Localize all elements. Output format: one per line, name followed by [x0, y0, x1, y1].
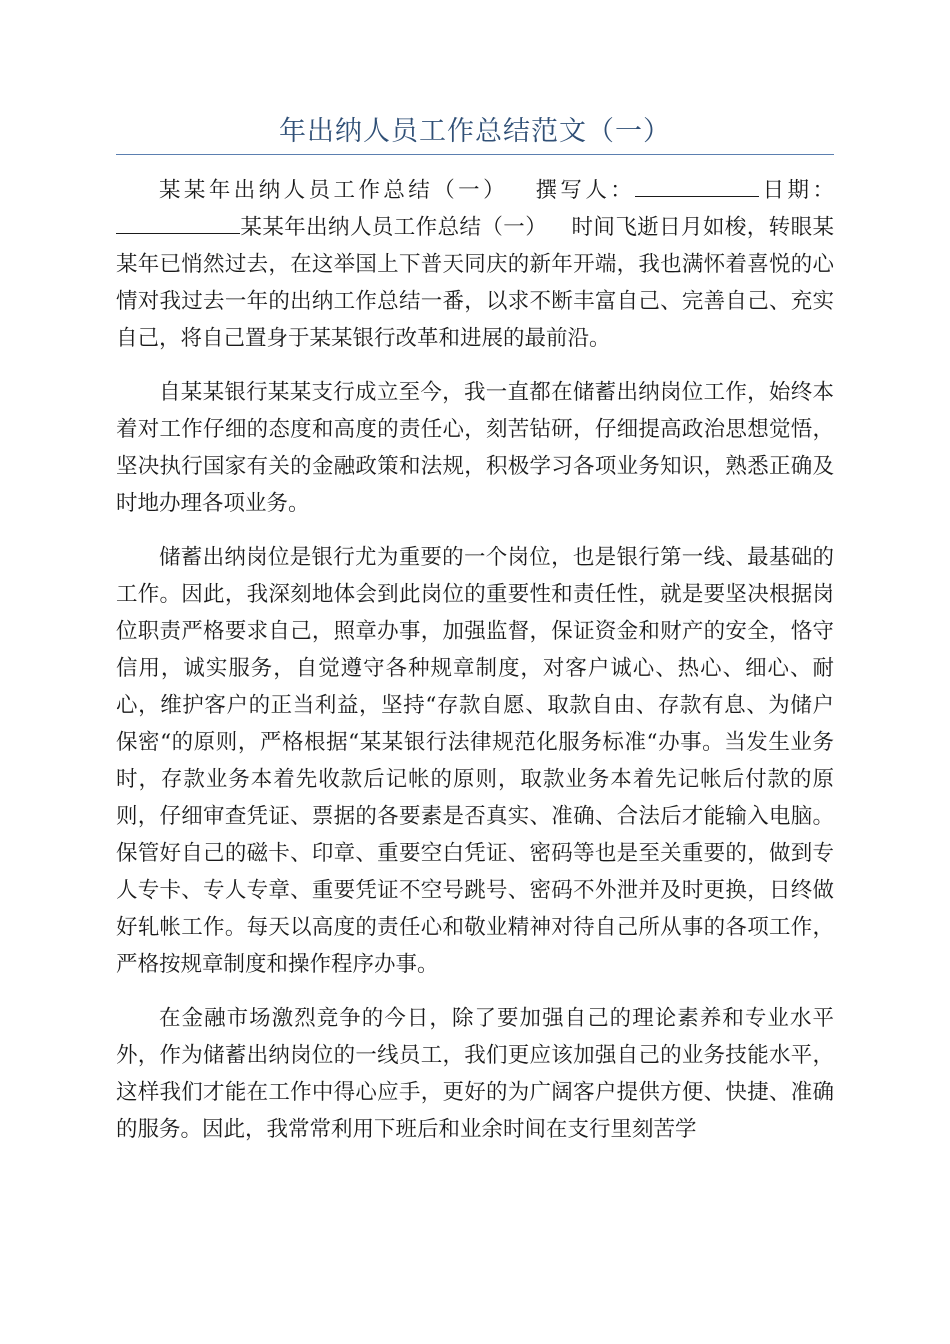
document-title: 年出纳人员工作总结范文（一）	[279, 116, 671, 147]
body-paragraph-2: 储蓄出纳岗位是银行尤为重要的一个岗位，也是银行第一线、最基础的工作。因此，我深刻地体会到此岗位的重要性和责任性，就是要坚决根据岗位职责严格要求自己，照章办事，加强监督，保证资金和财产的安全，恪守信用，诚实服务，自觉遵守各种规章制度，对客户诚心、热心、细心、耐心，维护客户的正当利益，坚持“存款自愿、取款自由、存款有息、为储户保密“的原则，严格根据“某某银行法律规范化服务标准“办事。当发生业务时，存款业务本着先收款后记帐的原则，取款业务本着先记帐后付款的原则，仔细审查凭证、票据的各要素是否真实、准确、合法后才能输入电脑。保管好自己的磁卡、印章、重要空白凭证、密码等也是至关重要的，做到专人专卡、专人专章、重要凭证不空号跳号、密码不外泄并及时更换，日终做好轧帐工作。每天以高度的责任心和敬业精神对待自己所从事的各项工作，严格按规章制度和操作程序办事。	[116, 545, 834, 977]
title-underline	[116, 154, 834, 155]
date-blank	[116, 211, 240, 234]
author-label: 撰写人：	[532, 178, 636, 203]
date-label: 日期：	[759, 178, 834, 203]
doc-name: 某某年出纳人员工作总结（一）	[159, 178, 509, 203]
body-paragraph-3: 在金融市场激烈竞争的今日，除了要加强自己的理论素养和专业水平外，作为储蓄出纳岗位的一线员工，我们更应该加强自己的业务技能水平，这样我们才能在工作中得心应手，更好的为广阔客户提供方便、快捷、准确的服务。因此，我常常利用下班后和业余时间在支行里刻苦学	[116, 1006, 834, 1142]
author-blank	[635, 174, 759, 197]
document-body	[116, 172, 834, 1165]
doc-name-repeat: 某某年出纳人员工作总结（一）	[240, 215, 548, 240]
body-paragraph-1: 自某某银行某某支行成立至今，我一直都在储蓄出纳岗位工作，始终本着对工作仔细的态度和高度的责任心，刻苦钻研，仔细提高政治思想觉悟，坚决执行国家有关的金融政策和法规，积极学习各项业务知识，熟悉正确及时地办理各项业务。	[116, 380, 834, 516]
intro-paragraph	[116, 172, 834, 357]
intro-text: 时间飞逝日月如梭，转眼某某年已悄然过去，在这举国上下普天同庆的新年开端，我也满怀着喜悦的心情对我过去一年的出纳工作总结一番，以求不断丰富自己、完善自己、充实自己，将自己置身于某某银行改革和进展的最前沿。	[116, 215, 834, 351]
